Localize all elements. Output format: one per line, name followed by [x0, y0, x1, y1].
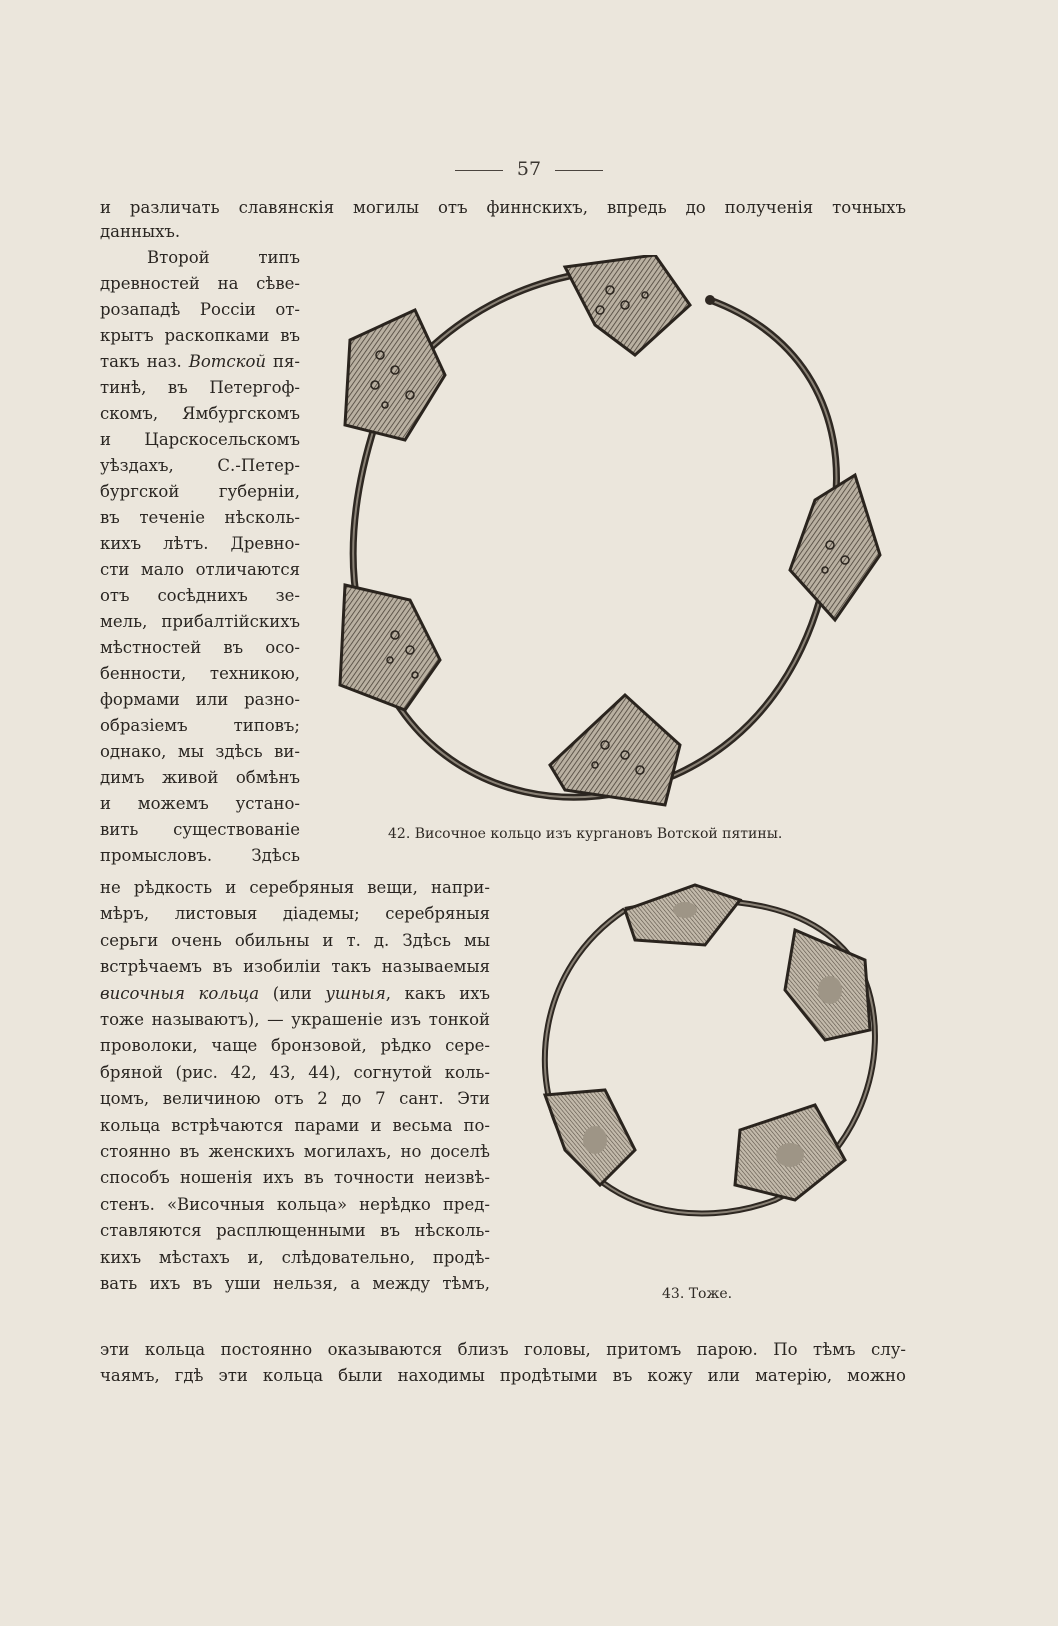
text-line: и можемъ устано-	[100, 794, 300, 813]
text-line: отъ сосѣднихъ зе-	[100, 586, 300, 605]
text-line: стенъ. «Височныя кольца» нерѣдко пред-	[100, 1194, 490, 1214]
text-line: данныхъ.	[100, 222, 181, 241]
text-line: бряной (рис. 42, 43, 44), согнутой коль-	[100, 1062, 490, 1082]
text-line: образіемъ типовъ;	[100, 716, 300, 735]
text-line: формами или разно-	[100, 690, 300, 709]
text-line: тоже называютъ), — украшеніе изъ тонкой	[100, 1010, 490, 1029]
text-line: бенности, техникою,	[100, 664, 300, 683]
text-line: стоянно въ женскихъ могилахъ, но доселѣ	[100, 1142, 490, 1161]
figure-43-temple-ring	[525, 880, 895, 1225]
right-rule	[555, 170, 603, 171]
text-line: серьги очень обильны и т. д. Здѣсь мы	[100, 930, 490, 950]
text-line: Второй типъ	[147, 248, 300, 267]
text-line: ставляются расплющенными въ нѣсколь-	[100, 1221, 490, 1241]
text-line: однако, мы здѣсь ви-	[100, 742, 300, 761]
text-line: промысловъ. Здѣсь	[100, 846, 300, 865]
text-line: вать ихъ въ уши нельзя, а между тѣмъ,	[100, 1274, 490, 1293]
text-line: уѣздахъ, С.-Петер-	[100, 456, 300, 475]
text-line: проволоки, чаще бронзовой, рѣдко сере-	[100, 1036, 490, 1056]
text-line: и Царскосельскомъ	[100, 430, 300, 449]
text-line: мель, прибалтійскихъ	[100, 612, 300, 631]
left-rule	[455, 170, 503, 171]
text-line: древностей на сѣве-	[100, 274, 300, 293]
text-line: сти мало отличаются	[100, 560, 300, 579]
text-line: способъ ношенія ихъ въ точности неизвѣ-	[100, 1168, 490, 1188]
text-line: мѣстностей въ осо-	[100, 638, 300, 657]
text-line: и различать славянскія могилы отъ финнскихъ, впредь до полученія точныхъ	[100, 198, 906, 217]
text-line: тинѣ, въ Петергоф-	[100, 378, 300, 397]
text-line: кихъ лѣтъ. Древно-	[100, 534, 300, 553]
italic-term: ушныя	[325, 983, 386, 1003]
text-line: такъ наз. Вотской пя-	[100, 352, 300, 371]
figure-43-caption: 43. Тоже.	[662, 1286, 733, 1302]
italic-term: Вотской	[188, 352, 267, 371]
text-line: чаямъ, гдѣ эти кольца были находимы продѣтыми въ кожу или матерію, можно	[100, 1366, 906, 1385]
text-line: кольца встрѣчаются парами и весьма по-	[100, 1115, 490, 1135]
text-line: встрѣчаемъ въ изобиліи такъ называемыя	[100, 957, 490, 977]
text-line: эти кольца постоянно оказываются близъ головы, притомъ парою. По тѣмъ слу-	[100, 1340, 906, 1359]
text-line: кихъ мѣстахъ и, слѣдовательно, продѣ-	[100, 1247, 490, 1267]
figure-42-temple-ring	[335, 255, 915, 855]
text-line: височныя кольца (или ушныя, какъ ихъ	[100, 983, 490, 1003]
text-line: бургской губерніи,	[100, 482, 300, 501]
text-line: въ теченіе нѣсколь-	[100, 508, 300, 527]
text-line: не рѣдкость и серебряныя вещи, напри-	[100, 878, 490, 897]
text-line: розападѣ Россіи от-	[100, 300, 300, 319]
text-line: вить существованіе	[100, 820, 300, 839]
italic-term: височныя кольца	[100, 983, 260, 1003]
text-line: скомъ, Ямбургскомъ	[100, 404, 300, 423]
text-line: цомъ, величиною отъ 2 до 7 сант. Эти	[100, 1089, 490, 1109]
text-line: крытъ раскопками въ	[100, 326, 300, 345]
text-line: мѣръ, листовыя діадемы; серебряныя	[100, 904, 490, 924]
text-line: димъ живой обмѣнъ	[100, 768, 300, 787]
page-number: 57	[0, 158, 1058, 180]
figure-42-caption: 42. Височное кольцо изъ кургановъ Вотской пятины.	[388, 826, 783, 842]
